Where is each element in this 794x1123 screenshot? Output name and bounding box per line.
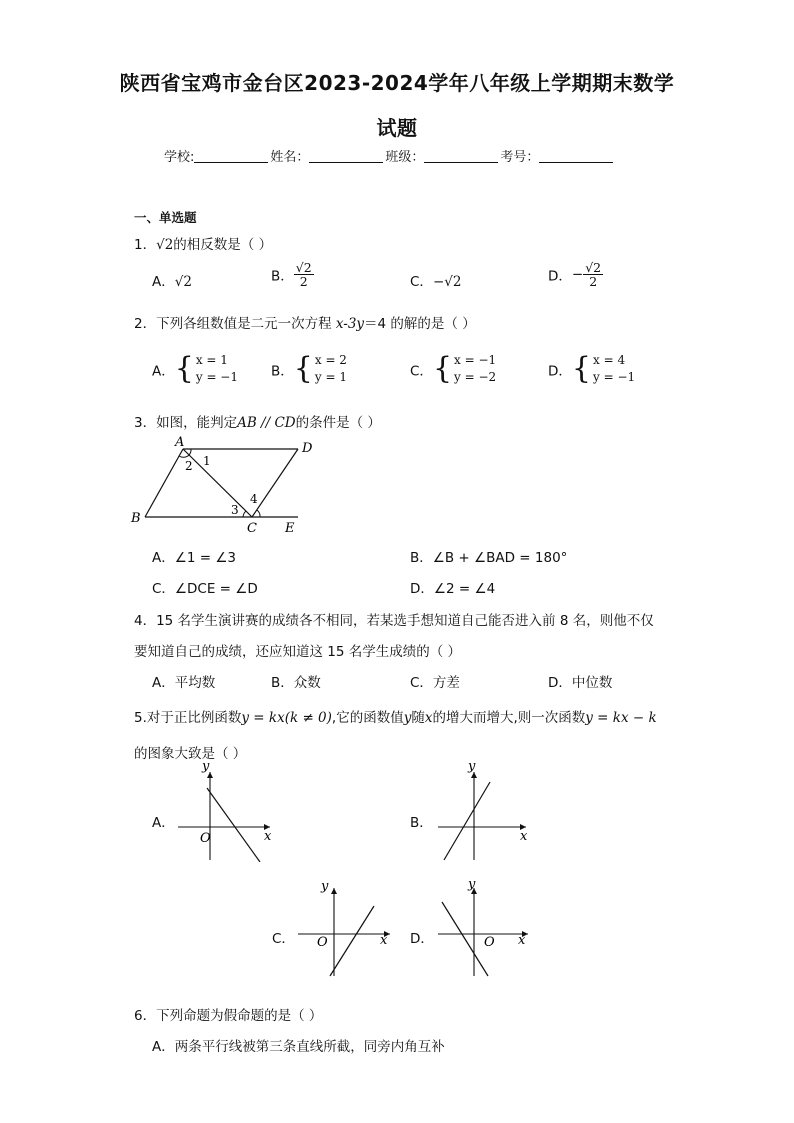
q2-option-c-system: { x = −1 y = −2 (432, 351, 497, 387)
q1-option-d-label: D． (548, 268, 572, 285)
q5-math-3: x (424, 710, 433, 726)
q5-option-c-label[interactable]: C． (272, 931, 295, 947)
q2-d-row1: x = 4 (593, 353, 626, 367)
line-AB (145, 449, 183, 517)
q1-option-a[interactable] (152, 270, 192, 290)
q1-number: 1． (134, 237, 157, 253)
class-label: 班级： (385, 150, 425, 165)
q2-option-b-label: B． (271, 363, 294, 380)
q2-option-c[interactable] (410, 352, 496, 387)
origin-label: O (317, 935, 328, 950)
q1-option-c-minus: − (432, 274, 445, 290)
q5-c-line (330, 906, 374, 976)
question-1-stem (134, 233, 272, 253)
line-AC (183, 449, 252, 517)
q2-option-a-label: A． (152, 363, 175, 380)
x-axis-label: x (264, 829, 272, 844)
q2-option-c-label: C． (410, 363, 433, 380)
q5-option-a-graph[interactable] (172, 762, 282, 862)
q5-option-a-label[interactable]: A． (152, 815, 175, 831)
name-blank (309, 150, 383, 163)
q5-math-4: y = kx − k (585, 710, 657, 726)
q1-option-c-value: √2 (444, 274, 462, 290)
q1-option-b-denominator: 2 (299, 274, 308, 290)
q2-stem-a: 2．下列各组数值是二元一次方程 (134, 316, 336, 332)
question-4-line1: 4．15 名学生演讲赛的成绩各不相同，若某选手想知道自己能否进入前 8 名，则他不仅 (134, 613, 654, 629)
q1-option-d-fraction (583, 261, 603, 288)
q2-option-d[interactable] (548, 352, 635, 387)
question-4-line2: 要知道自己的成绩，还应知道这 15 名学生成绩的（ ） (134, 644, 462, 660)
school-label: 学校: (164, 150, 195, 165)
q1-option-b-numerator: √2 (295, 260, 312, 275)
question-2-stem (134, 312, 476, 332)
q1-option-b-fraction (294, 261, 314, 288)
label-angle-1: 1 (203, 454, 211, 468)
q5-d-line (442, 902, 488, 976)
x-axis-label: x (380, 933, 388, 948)
school-blank (194, 150, 268, 163)
label-angle-2: 2 (185, 459, 193, 473)
q1-option-b-label: B． (271, 268, 294, 285)
q2-c-row1: x = −1 (454, 353, 497, 367)
q2-c-row2: y = −2 (454, 370, 497, 385)
q4-option-b[interactable]: B．众数 (271, 675, 321, 691)
q5-math-1: y = kx(k ≠ 0) (241, 710, 332, 726)
q5-b-line (444, 782, 490, 860)
q2-equation: x-3y (335, 316, 365, 332)
q3-parallelogram-figure (128, 432, 328, 540)
q2-option-d-label: D． (548, 363, 572, 380)
q2-option-d-system: { x = 4 y = −1 (571, 351, 636, 387)
q3-option-b[interactable]: B．∠B + ∠BAD = 180° (410, 550, 568, 566)
y-axis-label: y (468, 762, 476, 774)
exam-no-blank (539, 150, 613, 163)
exam-no-label: 考号： (500, 150, 540, 165)
question-6-stem: 6．下列命题为假命题的是（ ） (134, 1008, 323, 1024)
q1-option-d-numerator: √2 (585, 260, 602, 275)
q6-option-a[interactable]: A．两条平行线被第三条直线所截，同旁内角互补 (152, 1039, 445, 1055)
name-label: 姓名： (270, 150, 310, 165)
q5-text-a: 5.对于正比例函数 (134, 710, 242, 726)
q1-option-d-denominator: 2 (589, 274, 598, 290)
q3-option-c[interactable]: C．∠DCE = ∠D (152, 581, 258, 597)
q5-option-b-label[interactable]: B． (410, 815, 433, 831)
line-CD (252, 449, 298, 517)
x-axis-label: x (520, 829, 528, 844)
q2-option-a-system: { x = 1 y = −1 (174, 351, 238, 387)
question-3-stem (134, 411, 381, 431)
q2-option-a[interactable] (152, 352, 238, 387)
label-A: A (175, 435, 185, 450)
q2-d-row2: y = −1 (593, 370, 636, 385)
q4-option-c[interactable]: C．方差 (410, 675, 460, 691)
q3-stem-b: 的条件是（ ） (295, 415, 381, 431)
q5-math-2: y (403, 710, 412, 726)
y-axis-label: y (468, 878, 476, 892)
q2-stem-b: ＝4 的解的是（ ） (364, 316, 476, 332)
q3-option-a[interactable]: A．∠1 = ∠3 (152, 550, 237, 566)
y-axis-label: y (202, 762, 210, 774)
q2-b-row2: y = 1 (314, 370, 347, 385)
q2-b-row1: x = 2 (314, 353, 347, 367)
q5-option-b-graph[interactable] (432, 762, 542, 862)
q4-option-d[interactable]: D．中位数 (548, 675, 613, 691)
page-title-line2: 试题 (376, 116, 418, 140)
q1-option-d-minus: − (571, 266, 584, 283)
q5-text-c: 随 (411, 710, 425, 726)
label-angle-3: 3 (231, 503, 239, 517)
angle-4-arc (257, 510, 260, 517)
q5-option-d-label[interactable]: D． (410, 931, 434, 947)
q2-option-b[interactable] (271, 352, 347, 387)
label-B: B (131, 511, 141, 526)
question-5-line2: 的图象大致是（ ） (134, 746, 247, 762)
angle-1-arc (189, 449, 191, 455)
q1-option-c[interactable] (410, 270, 461, 290)
q2-option-b-system: { x = 2 y = 1 (293, 351, 347, 387)
question-5-line1 (134, 706, 657, 726)
q5-option-c-graph[interactable] (292, 878, 402, 978)
q1-stem-text: 的相反数是（ ） (173, 237, 273, 253)
y-axis-label: y (321, 879, 329, 894)
label-E: E (285, 521, 295, 536)
class-blank (424, 150, 498, 163)
q5-text-d: 的增大而增大,则一次函数 (432, 710, 586, 726)
angle-3-arc (243, 511, 246, 517)
q1-option-c-label: C． (410, 274, 433, 290)
q2-a-row2: y = −1 (195, 370, 238, 385)
label-C: C (247, 521, 257, 536)
origin-label: O (200, 831, 211, 846)
q3-option-d[interactable]: D．∠2 = ∠4 (410, 581, 496, 597)
student-info-line (164, 146, 615, 165)
page-title-line1: 陕西省宝鸡市金台区2023-2024学年八年级上学期期末数学 (119, 71, 675, 95)
q3-stem-a: 3．如图，能判定 (134, 415, 238, 431)
q5-option-d-graph[interactable] (432, 878, 542, 978)
origin-label: O (484, 935, 495, 950)
q1-option-b[interactable] (271, 261, 314, 288)
angle-2-arc (179, 455, 189, 457)
q5-a-line (207, 788, 260, 862)
q1-option-a-value: √2 (174, 274, 192, 290)
q5-text-b: ,它的函数值 (331, 710, 404, 726)
label-D: D (302, 441, 313, 456)
label-angle-4: 4 (250, 492, 258, 506)
q4-option-a[interactable]: A．平均数 (152, 675, 216, 691)
section-heading: 一、单选题 (134, 210, 197, 225)
q1-option-d[interactable] (548, 261, 603, 288)
q3-stem-math: AB // CD (237, 415, 296, 431)
q1-option-a-label: A． (152, 274, 175, 290)
q1-sqrt2: √2 (156, 237, 174, 253)
q2-a-row1: x = 1 (195, 353, 228, 367)
x-axis-label: x (518, 933, 526, 948)
